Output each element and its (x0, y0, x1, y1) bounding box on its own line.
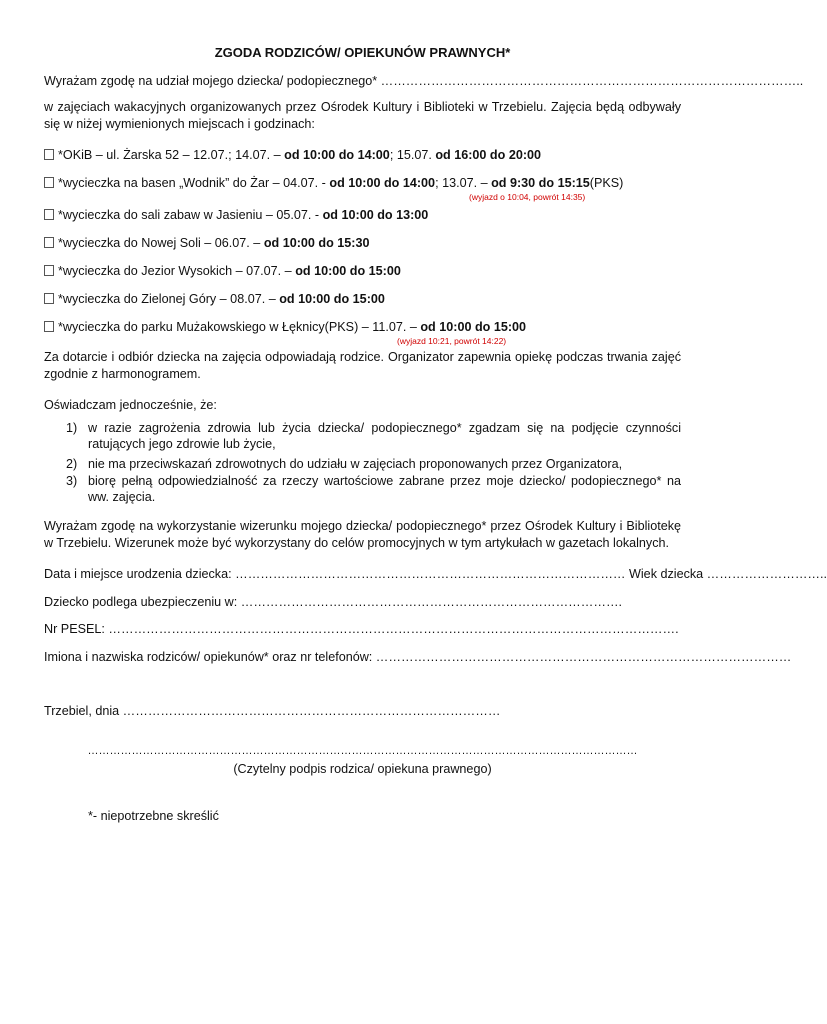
activity-text: ; 15.07. (389, 148, 436, 162)
activity-item (44, 175, 623, 191)
activity-text: *wycieczka do Jezior Wysokich – 07.07. – (58, 264, 296, 278)
activity-text: (PKS) (589, 176, 624, 190)
activity-hours: od 16:00 do 20:00 (435, 148, 542, 162)
activity-item (44, 319, 526, 335)
activity-hours: od 9:30 do 15:15 (491, 176, 590, 190)
activity-hours: od 10:00 do 14:00 (284, 148, 390, 162)
activity-text: *wycieczka do Nowej Soli – 06.07. – (58, 236, 264, 250)
activity-text: *wycieczka do parku Mużakowskiego w Łęknicy(PKS) – 11.07. – (58, 320, 421, 334)
activity-hours: od 10:00 do 15:00 (279, 292, 385, 306)
declaration-item: biorę pełną odpowiedzialność za rzeczy wartościowe zabrane przez moje dziecko/ podopiecznego* na ww. zajęcia. (88, 474, 681, 504)
checkbox-icon (44, 149, 54, 160)
activity-item (44, 291, 385, 307)
activity-hours: od 10:00 do 15:00 (420, 320, 527, 334)
activity-text: *wycieczka do sali zabaw w Jasieniu – 05.07. - (58, 208, 323, 222)
birth-field: Data i miejsce urodzenia dziecka: ………………………………………………………………………………… Wiek dziecka ……………………….. (44, 567, 827, 581)
parents-field: Imiona i nazwiska rodziców/ opiekunów* oraz nr telefonów: ……………………………………………………………………………………… (44, 650, 792, 664)
checkbox-icon (44, 293, 54, 304)
activity-hours: od 10:00 do 13:00 (322, 208, 429, 222)
declaration-item: nie ma przeciwskazań zdrowotnych do udziału w zajęciach proponowanych przez Organizatora, (88, 457, 623, 471)
activity-text: *OKiB – ul. Żarska 52 – 12.07.; 14.07. – (58, 148, 285, 162)
activity-hours: od 10:00 do 14:00 (329, 176, 436, 190)
pickup-paragraph: Za dotarcie i odbiór dziecka na zajęcia odpowiadają rodzice. Organizator zapewnia opiekę podczas trwania zajęć zgodnie z harmonogramem. (44, 350, 681, 381)
pesel-field: Nr PESEL: ………………………………………………………………………………………………………………………. (44, 622, 679, 636)
signature-line: …………………………………………………………………………………………………………………………………… (87, 745, 638, 757)
declaration-number: 1) (66, 421, 78, 435)
declaration-number: 3) (66, 474, 78, 488)
declaration-intro: Oświadczam jednocześnie, że: (44, 398, 217, 412)
signature-label: (Czytelny podpis rodzica/ opiekuna prawnego) (233, 762, 492, 776)
activity-hours: od 10:00 do 15:30 (263, 236, 370, 250)
activity-text: *wycieczka do Zielonej Góry – 08.07. – (58, 292, 280, 306)
checkbox-icon (44, 321, 54, 332)
date-line: Trzebiel, dnia ……………………………………………………………………………… (44, 704, 501, 718)
checkbox-icon (44, 209, 54, 220)
departure-note: (wyjazd 10:21, powrót 14:22) (397, 336, 507, 346)
activity-text: ; 13.07. – (435, 176, 492, 190)
declaration-number: 2) (66, 457, 78, 471)
insurance-field: Dziecko podlega ubezpieczeniu w: ………………………………………………………………………………. (44, 595, 623, 609)
declaration-item: w razie zagrożenia zdrowia lub życia dziecka/ podopiecznego* zgadzam się na podjęcie czynności ratujących jego zdrowie lub życie, (88, 421, 681, 451)
activity-item (44, 263, 401, 279)
consent-line: Wyrażam zgodę na udział mojego dziecka/ podopiecznego* ……………………………………………………………………………………….. (44, 74, 804, 88)
departure-note: (wyjazd o 10:04, powrót 14:35) (469, 192, 586, 202)
intro-paragraph: w zajęciach wakacyjnych organizowanych przez Ośrodek Kultury i Biblioteki w Trzebielu. Zajęcia będą odbywały się w niżej wymienionych miejscach i godzinach: (44, 100, 681, 131)
activity-item (44, 235, 370, 251)
document-title: ZGODA RODZICÓW/ OPIEKUNÓW PRAWNYCH* (214, 45, 511, 60)
checkbox-icon (44, 237, 54, 248)
activity-item (44, 207, 428, 223)
checkbox-icon (44, 177, 54, 188)
activity-item (44, 147, 541, 163)
checkbox-icon (44, 265, 54, 276)
footnote: *- niepotrzebne skreślić (88, 809, 219, 823)
image-consent-paragraph: Wyrażam zgodę na wykorzystanie wizerunku mojego dziecka/ podopiecznego* przez Ośrodek Kultury i Bibliotekę w Trzebielu. Wizerunek może być wykorzystany do celów promocyjnych w tym artykułach w gazetach lokalnych. (44, 519, 681, 550)
activity-text: *wycieczka na basen „Wodnik” do Żar – 04.07. - (58, 176, 330, 190)
activity-hours: od 10:00 do 15:00 (295, 264, 401, 278)
